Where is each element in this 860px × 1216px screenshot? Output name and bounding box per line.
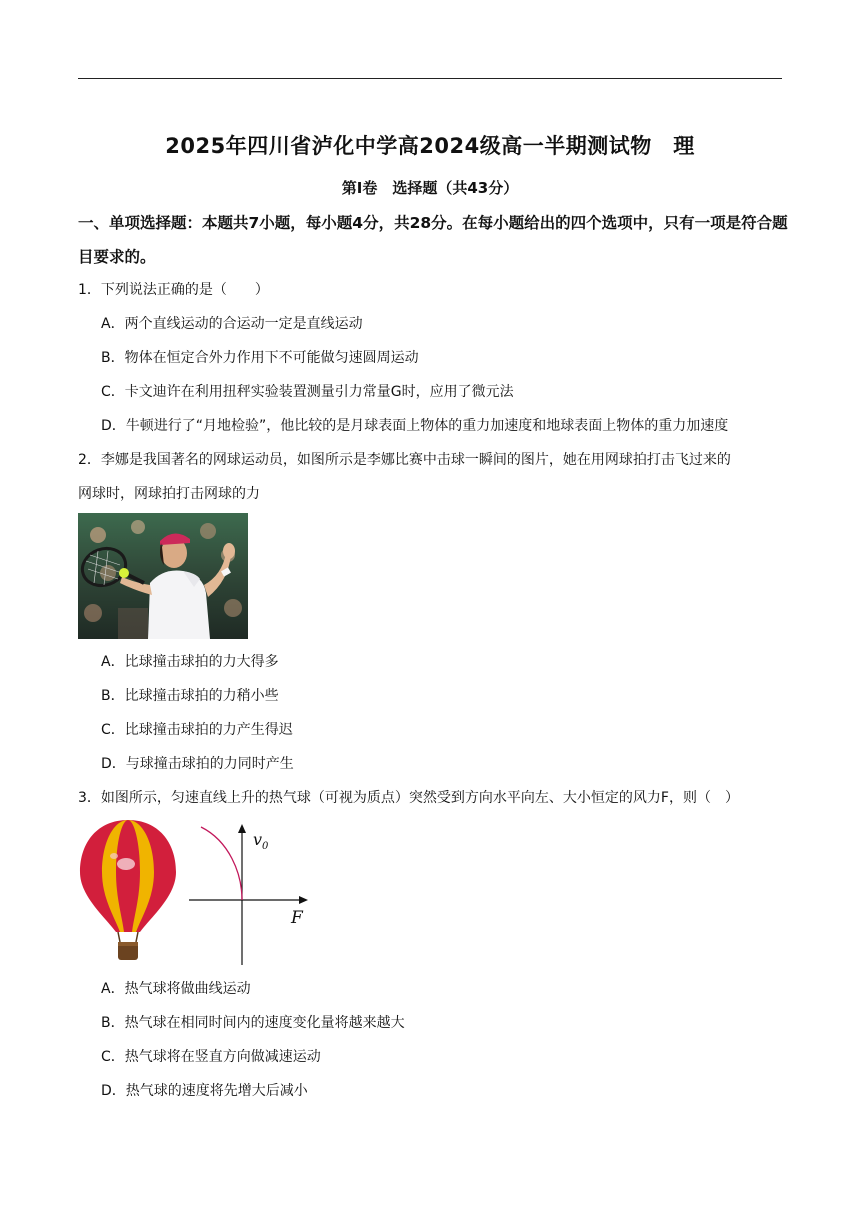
question-3-option-b: B．热气球在相同时间内的速度变化量将越来越大 <box>101 1015 405 1031</box>
question-2-stem-line1: 2．李娜是我国著名的网球运动员，如图所示是李娜比赛中击球一瞬间的图片，她在用网球拍打击飞过来的 <box>78 452 731 468</box>
section-heading: 一、单项选择题：本题共7小题，每小题4分，共28分。在每小题给出的四个选项中，只有一项是符合题目要求的。 <box>78 214 788 266</box>
vertical-arrow-icon <box>238 824 246 833</box>
question-1-option-b: B．物体在恒定合外力作用下不可能做匀速圆周运动 <box>101 350 419 366</box>
question-2-option-b: B．比球撞击球拍的力稍小些 <box>101 688 279 704</box>
question-2-stem-line2: 网球时，网球拍打击网球的力 <box>78 486 260 502</box>
question-3-option-d: D．热气球的速度将先增大后减小 <box>101 1083 308 1099</box>
header-rule <box>78 78 782 79</box>
question-1-option-a: A．两个直线运动的合运动一定是直线运动 <box>101 316 363 332</box>
hot-air-balloon-illustration <box>78 816 178 966</box>
question-1-option-c: C．卡文迪许在利用扭秤实验装置测量引力常量G时，应用了微元法 <box>101 384 514 400</box>
trajectory-curve <box>201 827 242 900</box>
question-3-stem: 3．如图所示，匀速直线上升的热气球（可视为质点）突然受到方向水平向左、大小恒定的风力F，则（ ） <box>78 790 739 806</box>
page-title: 2025年四川省泸化中学高2024级高一半期测试物 理 <box>165 134 695 158</box>
question-2-option-c: C．比球撞击球拍的力产生得迟 <box>101 722 293 738</box>
force-label: F <box>291 908 303 928</box>
velocity-force-diagram <box>185 823 315 968</box>
part-subtitle: 第Ⅰ卷 选择题（共43分） <box>341 179 519 197</box>
question-3-option-c: C．热气球将在竖直方向做减速运动 <box>101 1049 321 1065</box>
question-2-option-a: A．比球撞击球拍的力大得多 <box>101 654 279 670</box>
question-1-stem: 1．下列说法正确的是（ ） <box>78 282 269 298</box>
question-2-option-d: D．与球撞击球拍的力同时产生 <box>101 756 294 772</box>
v0-label: $v_0$ <box>253 830 269 852</box>
question-1-option-d: D．牛顿进行了“月地检验”，他比较的是月球表面上物体的重力加速度和地球表面上物体的重力加速度 <box>101 418 729 434</box>
tennis-player-photo <box>78 513 248 639</box>
question-3-option-a: A．热气球将做曲线运动 <box>101 981 251 997</box>
horizontal-arrow-icon <box>299 896 308 904</box>
